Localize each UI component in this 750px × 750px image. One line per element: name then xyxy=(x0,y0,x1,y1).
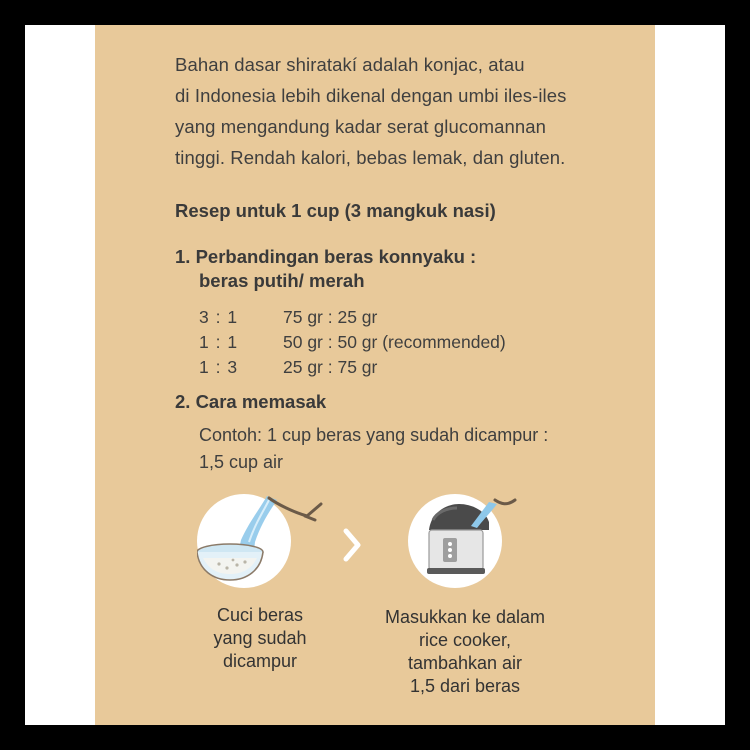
caption-line: Masukkan ke dalam xyxy=(384,607,546,627)
caption-wash xyxy=(190,604,330,673)
amount-cell: 50 gr : 50 gr (recommended) xyxy=(283,332,506,352)
step1-title-line1: 1. Perbandingan beras konnyaku : xyxy=(175,246,477,267)
caption-line: Cuci beras xyxy=(216,605,304,625)
amount-cell: 75 gr : 25 gr xyxy=(283,307,378,327)
intro-line: yang mengandung kadar serat glucomannan xyxy=(175,116,547,137)
step1-title-line2: beras putih/ merah xyxy=(199,270,365,291)
caption-line: dicampur xyxy=(222,651,298,671)
intro-line: Bahan dasar shiratakí adalah konjac, atau xyxy=(175,54,525,75)
ratio-table xyxy=(199,305,506,380)
caption-line: yang sudah xyxy=(213,628,307,648)
caption-line: 1,5 dari beras xyxy=(409,676,521,696)
caption-line: rice cooker, xyxy=(418,630,512,650)
ratio-cell: 1 : 1 xyxy=(199,332,239,352)
chevron-right-icon xyxy=(338,525,368,565)
recipe-title: Resep untuk 1 cup (3 mangkuk nasi) xyxy=(175,200,496,221)
step2-body-line: Contoh: 1 cup beras yang sudah dicampur : xyxy=(199,425,549,445)
step2-body xyxy=(199,422,548,476)
table-row xyxy=(199,330,506,355)
step2-body-line: 1,5 cup air xyxy=(199,452,284,472)
step1-title xyxy=(175,245,476,293)
rice-wash-bowl-icon xyxy=(197,490,327,605)
table-row xyxy=(199,355,506,380)
step2-title: 2. Cara memasak xyxy=(175,391,327,412)
ratio-cell: 1 : 3 xyxy=(199,357,239,377)
amount-cell: 25 gr : 75 gr xyxy=(283,357,378,377)
intro-paragraph xyxy=(175,49,635,173)
ratio-cell: 3 : 1 xyxy=(199,307,239,327)
caption-line: tambahkan air xyxy=(407,653,523,673)
intro-line: tinggi. Rendah kalori, bebas lemak, dan gluten. xyxy=(175,147,566,168)
rice-cooker-icon xyxy=(403,490,533,605)
caption-cooker xyxy=(365,606,565,698)
intro-line: di Indonesia lebih dikenal dengan umbi iles-iles xyxy=(175,85,567,106)
table-row xyxy=(199,305,506,330)
info-card xyxy=(95,25,655,725)
